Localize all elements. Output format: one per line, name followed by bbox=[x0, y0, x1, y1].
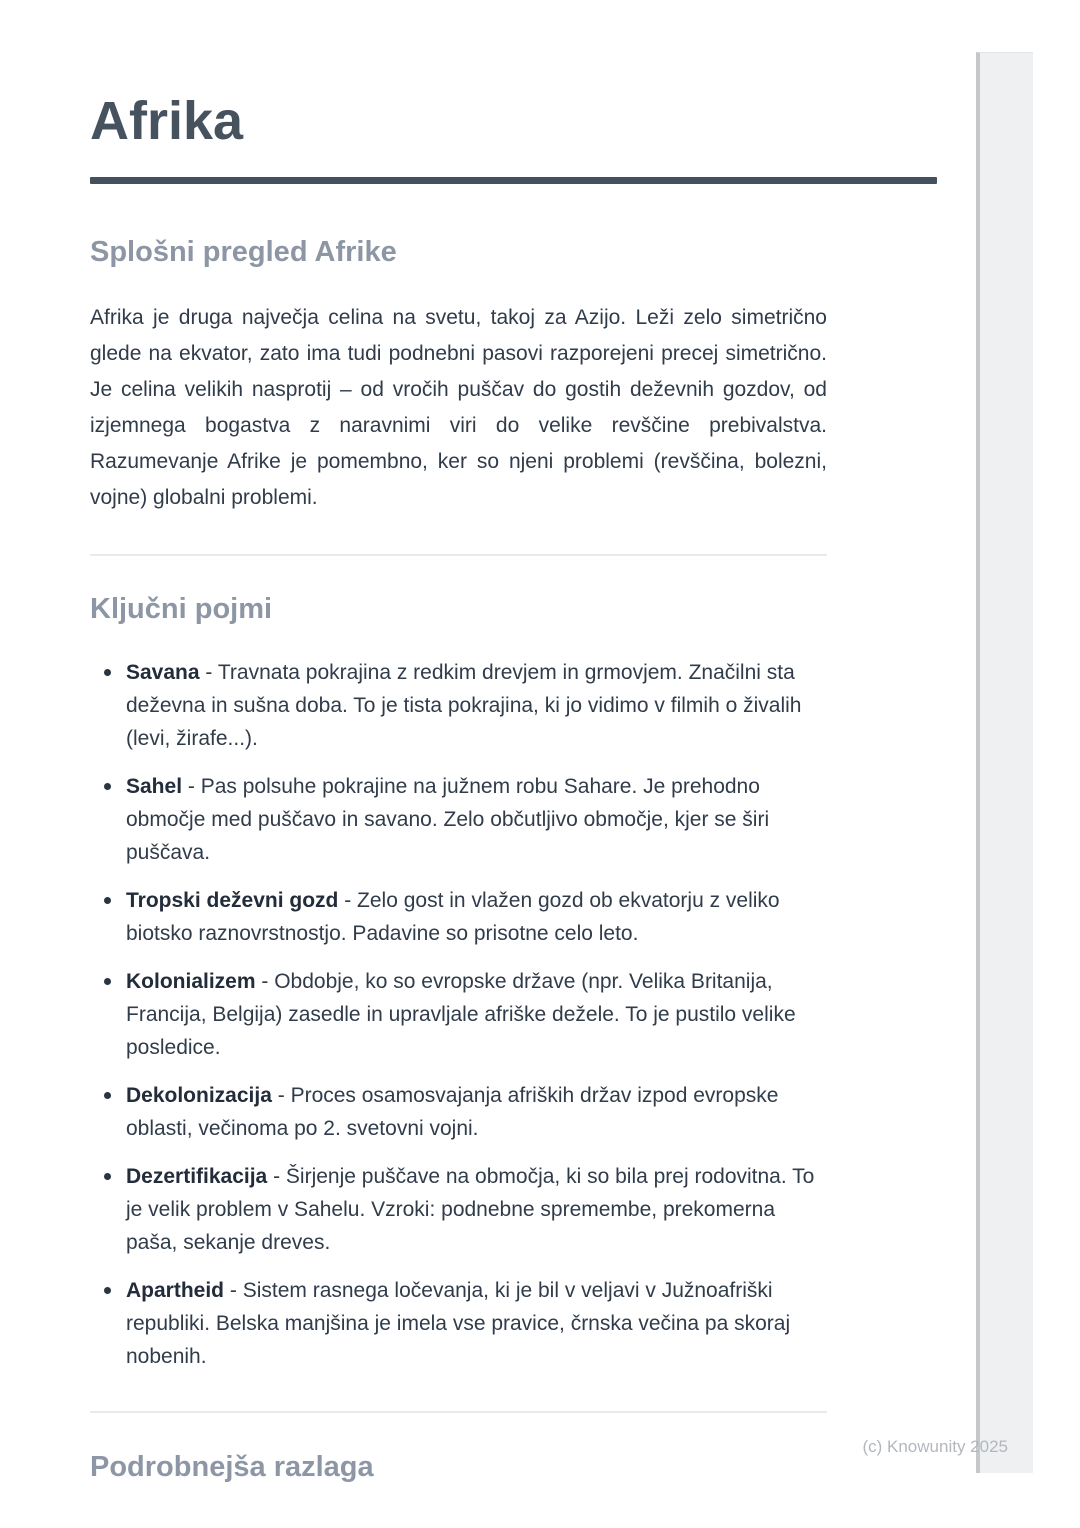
bullet-icon bbox=[104, 1092, 111, 1099]
bullet-icon bbox=[104, 1173, 111, 1180]
term-label: Apartheid bbox=[126, 1279, 225, 1303]
term-separator: - bbox=[255, 970, 275, 994]
section-heading-key-terms: Ključni pojmi bbox=[90, 593, 273, 626]
list-item bbox=[90, 770, 827, 869]
term-definition: Zelo gost in vlažen gozd ob ekvatorju z veliko biotsko raznovrstnostjo. Padavine so prisotne celo leto. bbox=[126, 889, 780, 946]
list-item bbox=[90, 884, 827, 950]
list-item bbox=[90, 965, 827, 1064]
scrollbar-track[interactable] bbox=[976, 52, 1033, 1473]
list-item bbox=[90, 1274, 827, 1373]
overview-paragraph: Afrika je druga največja celina na svetu, takoj za Azijo. Leži zelo simetrično glede na ekvator, zato ima tudi podnebni pasovi razporejeni precej simetrično. Je celina velikih nasprotij – od vročih puščav do gostih deževnih gozdov, od izjemnega bogastva z naravnimi viri do velike revščine prebivalstva. Razumevanje Afrike je pomembno, ker so njeni problemi (revščina, bolezni, vojne) globalni problemi. bbox=[90, 306, 827, 510]
watermark: (c) Knowunity 2025 bbox=[862, 1437, 1008, 1456]
term-label: Sahel bbox=[126, 775, 183, 799]
section-divider bbox=[90, 554, 827, 556]
term-definition: Sistem rasnega ločevanja, ki je bil v veljavi v Južnoafriški republiki. Belska manjšina je imela vse pravice, črnska večina pa skoraj nobenih. bbox=[126, 1279, 791, 1369]
term-definition: Širjenje puščave na območja, ki so bila prej rodovitna. To je velik problem v Sahelu. Vzroki: podnebne spremembe, prekomerna paša, sekanje dreves. bbox=[126, 1165, 815, 1255]
term-label: Dezertifikacija bbox=[126, 1165, 268, 1189]
key-terms-list bbox=[90, 656, 827, 1373]
section-divider bbox=[90, 1411, 827, 1413]
bullet-icon bbox=[104, 669, 111, 676]
title-rule bbox=[90, 177, 937, 184]
bullet-icon bbox=[104, 897, 111, 904]
term-label: Kolonializem bbox=[126, 970, 256, 994]
bullet-icon bbox=[104, 1287, 111, 1294]
list-item bbox=[90, 656, 827, 755]
term-label: Tropski deževni gozd bbox=[126, 889, 339, 913]
term-separator: - bbox=[182, 775, 201, 799]
term-definition: Obdobje, ko so evropske države (npr. Velika Britanija, Francija, Belgija) zasedle in upravljale afriške dežele. To je pustilo velike posledice. bbox=[126, 970, 796, 1060]
section-heading-overview: Splošni pregled Afrike bbox=[90, 236, 397, 269]
term-separator: - bbox=[338, 889, 358, 913]
term-separator: - bbox=[267, 1165, 286, 1189]
term-label: Dekolonizacija bbox=[126, 1084, 272, 1108]
term-separator: - bbox=[271, 1084, 291, 1108]
section-heading-details: Podrobnejša razlaga bbox=[90, 1451, 374, 1484]
list-item bbox=[90, 1160, 827, 1259]
page-title: Afrika bbox=[90, 91, 244, 151]
term-separator: - bbox=[224, 1279, 243, 1303]
list-item bbox=[90, 1079, 827, 1145]
document-content bbox=[90, 236, 827, 1484]
bullet-icon bbox=[104, 783, 111, 790]
term-separator: - bbox=[199, 661, 218, 685]
term-label: Savana bbox=[126, 661, 200, 685]
term-definition: Travnata pokrajina z redkim drevjem in grmovjem. Značilni sta deževna in sušna doba. To je tista pokrajina, ki jo vidimo v filmih o živalih (levi, žirafe...). bbox=[126, 661, 802, 751]
term-definition: Pas polsuhe pokrajine na južnem robu Sahare. Je prehodno območje med puščavo in savano. Zelo občutljivo območje, kjer se širi puščava. bbox=[126, 775, 770, 865]
term-definition: Proces osamosvajanja afriških držav izpod evropske oblasti, večinoma po 2. svetovni vojni. bbox=[126, 1084, 779, 1141]
bullet-icon bbox=[104, 978, 111, 985]
